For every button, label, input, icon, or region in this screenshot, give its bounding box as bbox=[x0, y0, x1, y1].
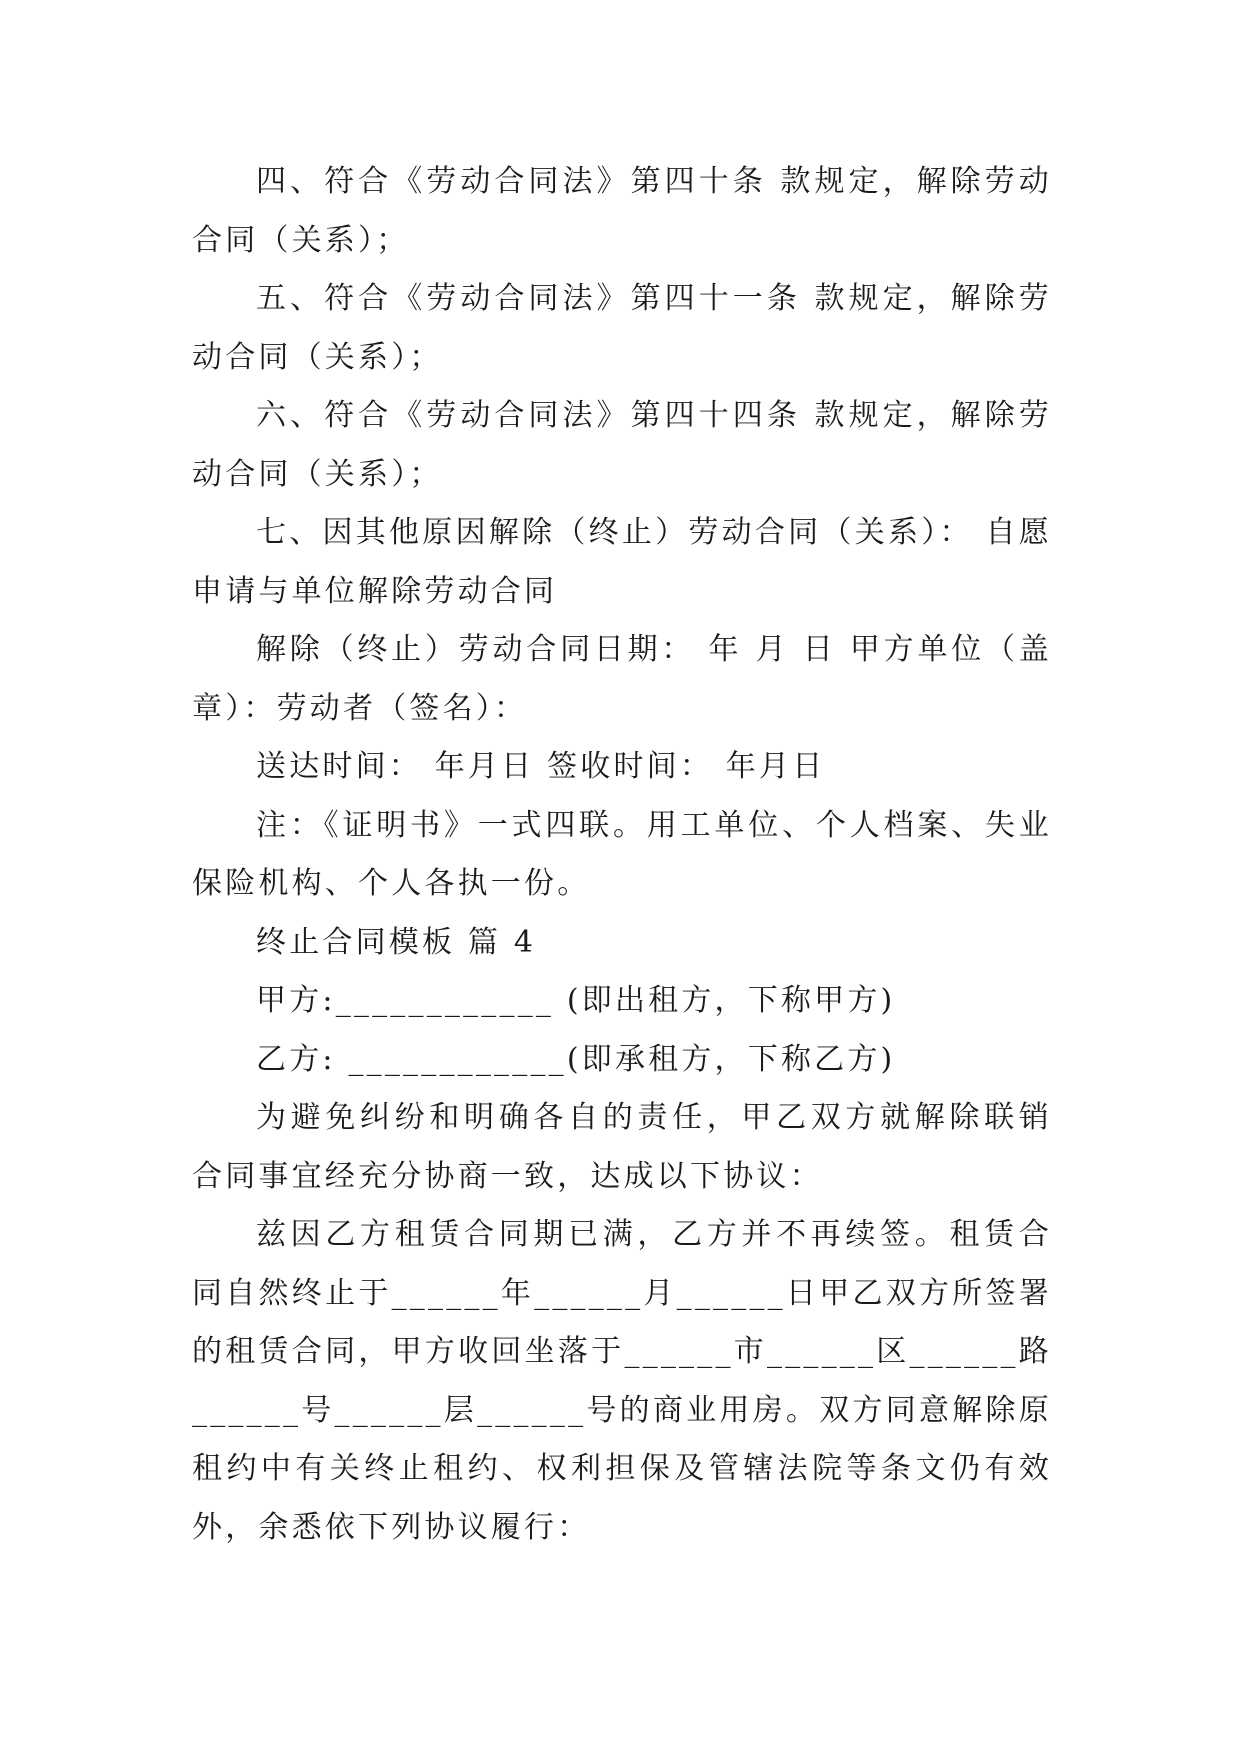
paragraph-lease-termination: 兹因乙方租赁合同期已满，乙方并不再续签。租赁合同自然终止于______年______月______日甲乙双方所签署的租赁合同，甲方收回坐落于______市______区______路______号______层______号的商业用房。双方同意解除原租约中有关终止租约、权利担保及管辖法院等条文仍有效外，余悉依下列协议履行： bbox=[192, 1217, 1052, 1545]
party-b-line: 乙方: ____________(即承租方，下称乙方) bbox=[256, 1041, 896, 1077]
paragraph-article-four: 四、符合《劳动合同法》第四十条 款规定，解除劳动合同（关系）； bbox=[192, 164, 1052, 258]
paragraph-article-five: 五、符合《劳动合同法》第四十一条 款规定，解除劳动合同（关系）； bbox=[192, 281, 1052, 375]
paragraph-termination-date: 解除（终止）劳动合同日期： 年 月 日 甲方单位（盖章）：劳动者（签名）： bbox=[192, 632, 1052, 726]
section-heading: 终止合同模板 篇 4 bbox=[256, 924, 537, 960]
paragraph-note: 注：《证明书》一式四联。用工单位、个人档案、失业保险机构、个人各执一份。 bbox=[192, 807, 1052, 901]
paragraph-preamble: 为避免纠纷和明确各自的责任，甲乙双方就解除联销合同事宜经充分协商一致，达成以下协议： bbox=[192, 1100, 1052, 1194]
paragraph-delivery-time: 送达时间： 年月日 签收时间： 年月日 bbox=[256, 749, 826, 784]
document-body bbox=[192, 153, 1052, 1557]
party-a-line: 甲方:____________ (即出租方，下称甲方) bbox=[256, 983, 896, 1018]
paragraph-article-six: 六、符合《劳动合同法》第四十四条 款规定，解除劳动合同（关系）； bbox=[192, 398, 1052, 492]
paragraph-article-seven: 七、因其他原因解除（终止）劳动合同（关系）： 自愿申请与单位解除劳动合同 bbox=[192, 515, 1052, 609]
